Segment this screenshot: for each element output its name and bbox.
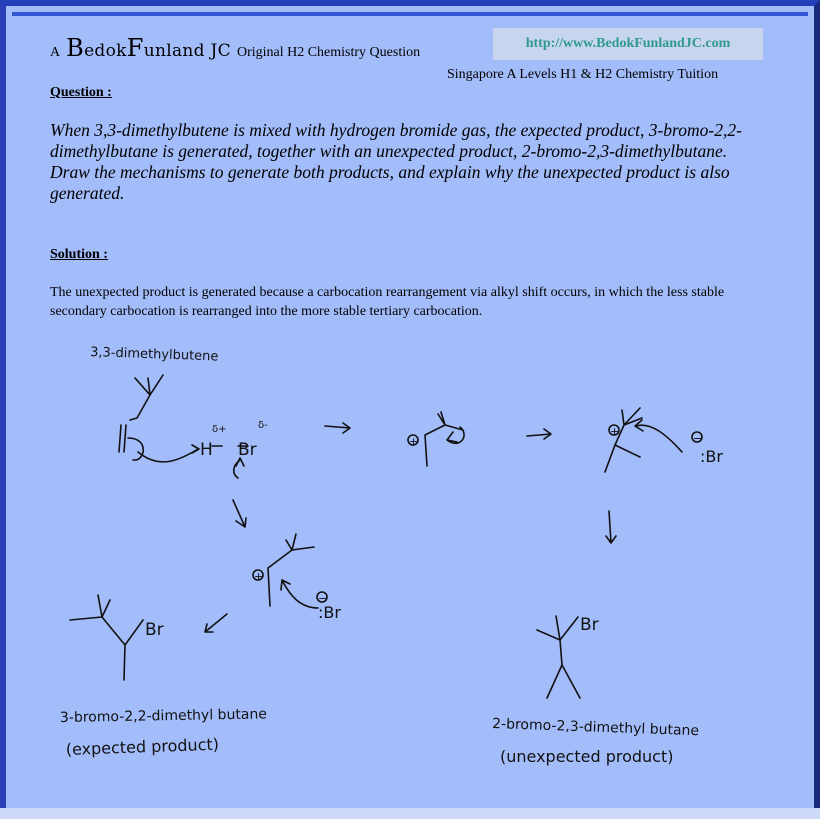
bromide-ion-1: :Br	[700, 447, 723, 466]
brand-logo-edok: edok	[84, 41, 127, 61]
product2-note: (unexpected product)	[500, 747, 674, 766]
carbocation-charge-1: +	[409, 435, 419, 448]
website-link[interactable]: http://www.BedokFunlandJC.com	[525, 36, 731, 51]
lower-carbocation	[253, 534, 327, 608]
reactant-structure	[119, 375, 248, 478]
hydrogen-atom: H	[200, 440, 213, 460]
carbocation-charge-3: +	[254, 570, 264, 583]
product1-bromine: Br	[145, 620, 164, 640]
product2-name: 2-bromo-2,3-dimethyl butane	[491, 716, 700, 740]
solution-text: The unexpected product is generated because a carbocation rearrangement via alkyl shift occurs, in which the less stable secondary carbocation is rearranged into the more stable tertiary carbocation.	[50, 285, 725, 319]
reaction-arrow-2	[527, 429, 551, 439]
question-label: Question :	[50, 85, 112, 100]
header-subtitle: Original H2 Chemistry Question	[236, 45, 421, 60]
product2-structure	[537, 616, 580, 698]
brand-logo-unland: unland	[143, 41, 211, 61]
brand-logo-jc: JC	[210, 41, 231, 61]
bromine-atom: Br	[238, 440, 257, 460]
product1-name: 3-bromo-2,2-dimethyl butane	[59, 706, 268, 726]
reaction-arrow-1	[325, 423, 350, 433]
reactant-name: 3,3-dimethylbutene	[89, 345, 219, 365]
bromide-charge-1: −	[693, 432, 703, 445]
delta-plus: δ+	[212, 424, 227, 435]
delta-minus: δ-	[258, 420, 268, 431]
question-text: When 3,3-dimethylbutene is mixed with hydrogen bromide gas, the expected product, 3-bromo-2,2-dimethylbutane is generated, together with an unexpected product, 2-bromo-2,3-dimethylbutane. Draw the mechanisms to generate both products, and explain why the unexpected product is also generated.	[50, 120, 742, 203]
product1-note: (expected product)	[65, 734, 220, 759]
down-arrow-right	[606, 511, 616, 543]
bromide-charge-2: −	[318, 592, 328, 605]
brand-logo-f: F	[126, 34, 144, 62]
tertiary-carbocation	[605, 408, 702, 472]
down-arrow-left	[233, 500, 246, 527]
product2-bromine: Br	[580, 615, 599, 635]
solution-label: Solution :	[50, 247, 108, 262]
header-prefix: A	[50, 45, 61, 60]
bromide-ion-2: :Br	[318, 603, 341, 622]
bottom-strip	[0, 808, 820, 819]
carbocation-charge-2: +	[610, 425, 620, 438]
tagline: Singapore A Levels H1 & H2 Chemistry Tuition	[447, 67, 719, 82]
left-arrow	[205, 614, 227, 632]
product1-structure	[70, 595, 143, 680]
brand-logo-b: B	[66, 34, 85, 62]
